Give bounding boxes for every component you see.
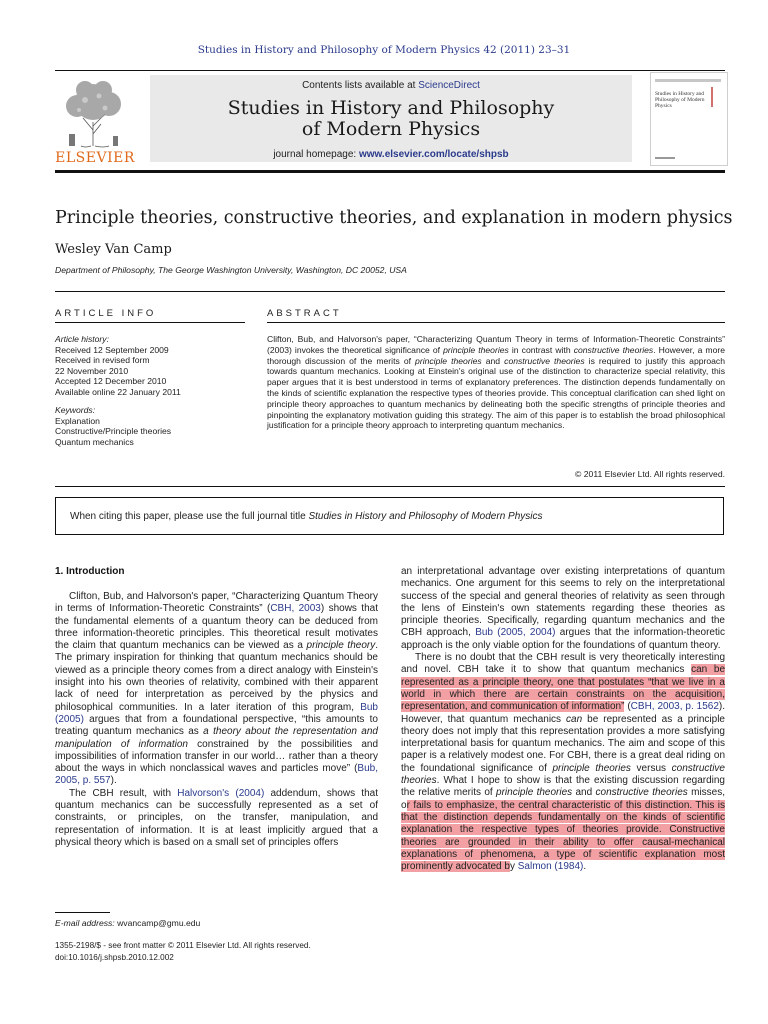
paragraph xyxy=(401,566,725,652)
abstract-text xyxy=(267,334,725,431)
sciencedirect-link[interactable]: ScienceDirect xyxy=(418,80,480,91)
cover-bar xyxy=(655,79,721,82)
abstract-copyright: © 2011 Elsevier Ltd. All rights reserved. xyxy=(575,469,725,479)
text-run: ( xyxy=(624,701,631,713)
abstract-text-run: is required to justify this approach towards quantum mechanics. Looking at Einstein's original use of the distinction to characterize special relativity, this paper argues that it is best understood in terms of explanatory preferences. The distinction depends fundamentally on the kinds of scientific explanation the respective types of theories provide. This conceptual clarification can shed light on principle theory approaches to quantum mechanics by delineating both the specific strengths of principle theories and pinpointing the explanatory motivation guiding this strategy. The aim of this paper is to establish the broad philosophical justification for a principle theory approach to interpreting quantum mechanics. xyxy=(267,355,726,431)
journal-name-line1: Studies in History and Philosophy xyxy=(227,97,555,119)
text-run: addendum, shows that quantum mechanics can be successfully represented as a set of constraints, or principles, on the transfer, manipulation, and representation of information. It is at least implicitly argued that a physical theory which is based on a small set of principles offers xyxy=(55,787,378,848)
history-item: Available online 22 January 2011 xyxy=(55,386,181,397)
text-run: versus xyxy=(630,762,672,774)
email-address[interactable]: wvancamp@gmu.edu xyxy=(114,918,201,928)
author-name[interactable]: Wesley Van Camp xyxy=(55,242,172,257)
text-run: argues that the information-theoretic approach is the only viable option for the foundations of quantum theory. xyxy=(401,627,725,651)
text-run: ). xyxy=(110,775,117,787)
footnote-rule xyxy=(55,912,110,913)
emphasis: principle theory xyxy=(306,640,376,652)
abstract-rule xyxy=(267,322,725,323)
citation-link[interactable]: Salmon (1984) xyxy=(517,861,584,873)
abstract-text-run: . However, a more thorough discussion of the merits of xyxy=(267,344,726,366)
keyword-item: Quantum mechanics xyxy=(55,436,134,447)
text-run: constrained by the possibilities and impossibilities of information transfer in our world… rather than a theory about the ways in which nonclassical waves and particles move” ( xyxy=(55,738,379,775)
text-run: Clifton, Bub, and Halvorson's paper, “Characterizing Quantum Theory in terms of Information-Theoretic Constraints” ( xyxy=(55,591,378,615)
cover-footer-mark xyxy=(655,157,675,159)
author-email xyxy=(55,918,200,928)
title-block-rule xyxy=(55,291,725,292)
journal-homepage-link[interactable]: www.elsevier.com/locate/shpsb xyxy=(358,149,509,160)
article-history xyxy=(55,334,250,397)
author-affiliation: Department of Philosophy, The George Washington University, Washington, DC 20052, USA xyxy=(55,265,407,275)
homepage-prefix: journal homepage: xyxy=(273,149,359,160)
body-column-right xyxy=(401,566,725,873)
citation-link[interactable]: Bub, 2005, p. 557 xyxy=(55,763,378,787)
keywords-label: Keywords: xyxy=(55,405,96,415)
paragraph xyxy=(401,652,725,873)
text-run: an interpretational advantage over existing interpretations of quantum mechanics. One argument for this seems to rely on the interpretational success of the special and general theories of relativity as seen through the lens of Einstein's own statements regarding these theories as principle theories. Specifically, regarding quantum mechanics and the CBH approach, xyxy=(401,566,725,639)
emphasis: principle theories xyxy=(496,787,573,799)
article-info-rule xyxy=(55,322,245,323)
journal-name xyxy=(150,98,632,140)
text-run: y xyxy=(509,861,518,873)
abstract-bottom-rule xyxy=(55,486,725,487)
header-rule-bottom xyxy=(55,170,725,173)
issn-line: 1355-2198/$ - see front matter © 2011 Elsevier Ltd. All rights reserved. xyxy=(55,941,311,950)
elsevier-wordmark: ELSEVIER xyxy=(55,150,135,166)
text-run: . xyxy=(583,861,587,873)
article-title: Principle theories, constructive theories, and explanation in modern physics xyxy=(55,208,733,228)
history-item: Accepted 12 December 2010 xyxy=(55,376,167,386)
citation-link[interactable]: CBH, 2003, p. 1562 xyxy=(630,701,719,713)
citation-journal: Studies in History and Philosophy of Modern Physics xyxy=(308,511,543,522)
abstract-text-run: and xyxy=(481,355,505,366)
cover-accent xyxy=(711,87,713,107)
citation-link[interactable]: CBH, 2003 xyxy=(270,603,321,615)
email-label: E-mail address: xyxy=(55,918,115,928)
abstract-emphasis: constructive theories xyxy=(573,344,654,355)
contents-prefix: Contents lists available at xyxy=(302,80,419,91)
emphasis: a theory about the representation and manipulation of information xyxy=(55,726,378,750)
history-item: 22 November 2010 xyxy=(55,365,129,376)
emphasis: constructive theories xyxy=(401,762,725,787)
citation-link[interactable]: Bub (2005) xyxy=(55,701,378,725)
journal-name-line2: of Modern Physics xyxy=(301,118,481,140)
journal-reference[interactable]: Studies in History and Philosophy of Modern Physics 42 (2011) 23–31 xyxy=(197,44,571,56)
abstract-emphasis: principle theories xyxy=(415,355,482,366)
citation-prefix: When citing this paper, please use the full journal title xyxy=(70,511,309,522)
keyword-item: Constructive/Principle theories xyxy=(55,426,172,436)
article-info-heading: ARTICLE INFO xyxy=(55,308,157,319)
highlighted-passage[interactable]: r fails to emphasize, the central characteristic of this distinction. This is that the distinction depends fundamentally on the kinds of scientific explanation the respective types of theories provide. Constructive theories are grounded in their ability to offer causal-mechanical explanations of phenomena, a type of scientific explanation most prominently advocated b xyxy=(401,799,725,873)
abstract-text-run: in contrast with xyxy=(508,344,574,355)
body-column-left xyxy=(55,591,378,849)
section-heading-introduction: 1. Introduction xyxy=(55,566,125,577)
keywords xyxy=(55,405,250,447)
paragraph xyxy=(55,591,378,788)
text-run: misses, o xyxy=(401,787,725,811)
citation-notice xyxy=(70,511,710,522)
text-run: ). However, that quantum mechanics xyxy=(401,701,726,725)
journal-cover-thumbnail xyxy=(650,72,728,166)
text-run: be represented as a principle theory does not imply that this representation provides a more satisfying interpretational basis for quantum mechanics. The aim and scope of this paper is a relatively modest one. For CBH, there is a great deal riding on the foundational significance of xyxy=(401,713,725,774)
history-item: Received 12 September 2009 xyxy=(55,344,169,355)
highlighted-passage[interactable]: can be represented as a principle theory, one that postulates “that we live in a world in which there are certain constraints on the acquisition, representation, and communication of information” xyxy=(401,664,726,713)
text-run: There is no doubt that the CBH result is very theoretically interesting and novel. CBH take it to show that quantum mechanics xyxy=(401,652,725,676)
paragraph xyxy=(55,788,378,849)
history-item: Received in revised form xyxy=(55,355,150,365)
contents-line xyxy=(150,80,632,91)
keyword-item: Explanation xyxy=(55,415,100,426)
abstract-heading: ABSTRACT xyxy=(267,308,342,319)
text-run: argues that from a foundational perspective, “this amounts to treating quantum mechanics as xyxy=(55,713,378,738)
abstract-emphasis: constructive theories xyxy=(504,355,585,366)
text-run: . What I hope to show is that the existing discussion regarding the relative merits of xyxy=(401,775,725,799)
header-rule-top xyxy=(55,70,725,71)
emphasis: constructive theories xyxy=(595,787,688,799)
homepage-line xyxy=(150,149,632,160)
text-run: . The primary inspiration for thinking that quantum mechanics should be viewed as a principle theory comes from a direct analogy with Einstein's insight into his own theories of relativity, combined with their apparent lack of need for interpretation as perceived by the physics and philosophical communities. In a later iteration of this program, xyxy=(55,640,379,713)
abstract-text-run: Clifton, Bub, and Halvorson's paper, “Characterizing Quantum Theory in terms of Information-Theoretic Constraints” (2003) invokes the theoretical significance of xyxy=(267,334,725,355)
emphasis: can xyxy=(566,713,583,725)
doi-line[interactable]: doi:10.1016/j.shpsb.2010.12.002 xyxy=(55,953,174,962)
abstract-emphasis: principle theories xyxy=(443,344,509,355)
history-label: Article history: xyxy=(55,334,109,344)
text-run: and xyxy=(572,787,596,799)
emphasis: principle theories xyxy=(552,762,631,774)
front-matter xyxy=(55,940,311,964)
text-run: ) shows that the fundamental elements of a quantum theory can be deduced from three information-theoretic principles. This theoretical result motivates the claim that quantum mechanics can be viewed as a xyxy=(55,603,378,652)
citation-link[interactable]: Bub (2005, 2004) xyxy=(475,627,556,639)
text-run: The CBH result, with xyxy=(69,787,178,799)
cover-title: Studies in History and Philosophy of Modern Physics xyxy=(655,91,705,109)
citation-link[interactable]: Halvorson's (2004) xyxy=(177,787,265,799)
